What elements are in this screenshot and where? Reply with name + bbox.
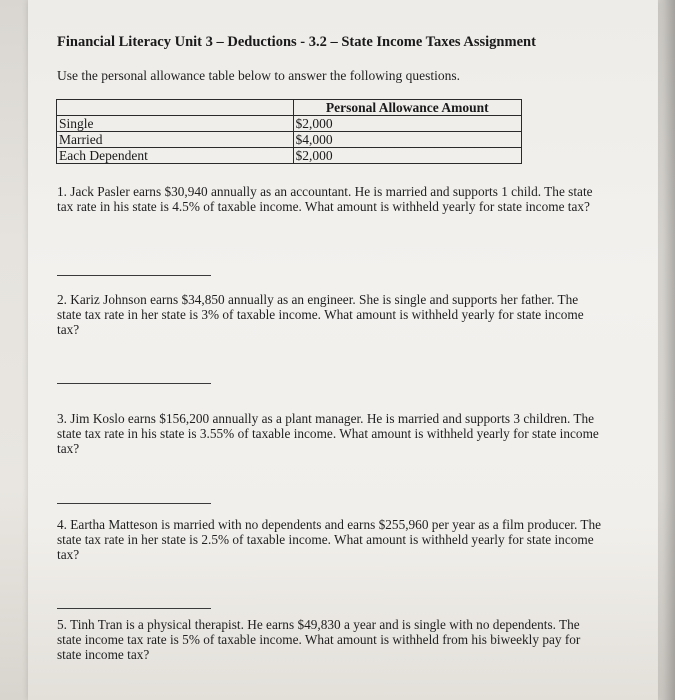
table-row bbox=[57, 148, 522, 164]
question-3: 3. Jim Koslo earns $156,200 annually as a plant manager. He is married and supports 3 children. The state tax rate in his state is 3.55% of taxable income. What amount is withheld yearly for state income tax? bbox=[57, 411, 599, 456]
row-label: Married bbox=[57, 132, 294, 148]
personal-allowance-table bbox=[56, 99, 522, 164]
row-label: Single bbox=[57, 116, 294, 132]
row-amount: $4,000 bbox=[293, 132, 521, 148]
edge-shadow bbox=[657, 0, 675, 700]
row-amount: $2,000 bbox=[293, 116, 521, 132]
answer-line-2 bbox=[57, 383, 211, 384]
question-2: 2. Kariz Johnson earns $34,850 annually as an engineer. She is single and supports her father. The state tax rate in her state is 3% of taxable income. What amount is withheld yearly for state income tax? bbox=[57, 292, 584, 337]
table-row bbox=[57, 116, 522, 132]
answer-line-3 bbox=[57, 503, 211, 504]
worksheet-title: Financial Literacy Unit 3 – Deductions - 3.2 – State Income Taxes Assignment bbox=[57, 34, 536, 50]
question-1: 1. Jack Pasler earns $30,940 annually as an accountant. He is married and supports 1 child. The state tax rate in his state is 4.5% of taxable income. What amount is withheld yearly for state income tax? bbox=[57, 184, 593, 214]
table-row bbox=[57, 132, 522, 148]
row-amount: $2,000 bbox=[293, 148, 521, 164]
question-5: 5. Tinh Tran is a physical therapist. He earns $49,830 a year and is single with no dependents. The state income tax rate is 5% of taxable income. What amount is withheld from his biweekly pay for state income tax? bbox=[57, 617, 581, 662]
answer-line-1 bbox=[57, 275, 211, 276]
instruction-text: Use the personal allowance table below to answer the following questions. bbox=[57, 68, 461, 83]
table-header-label-cell bbox=[57, 100, 294, 116]
row-label: Each Dependent bbox=[57, 148, 294, 164]
question-4: 4. Eartha Matteson is married with no dependents and earns $255,960 per year as a film producer. The state tax rate in her state is 2.5% of taxable income. What amount is withheld yearly for state income tax? bbox=[57, 517, 602, 562]
table-header: Personal Allowance Amount bbox=[293, 100, 521, 116]
answer-line-4 bbox=[57, 608, 211, 609]
table-header-row bbox=[57, 100, 522, 116]
